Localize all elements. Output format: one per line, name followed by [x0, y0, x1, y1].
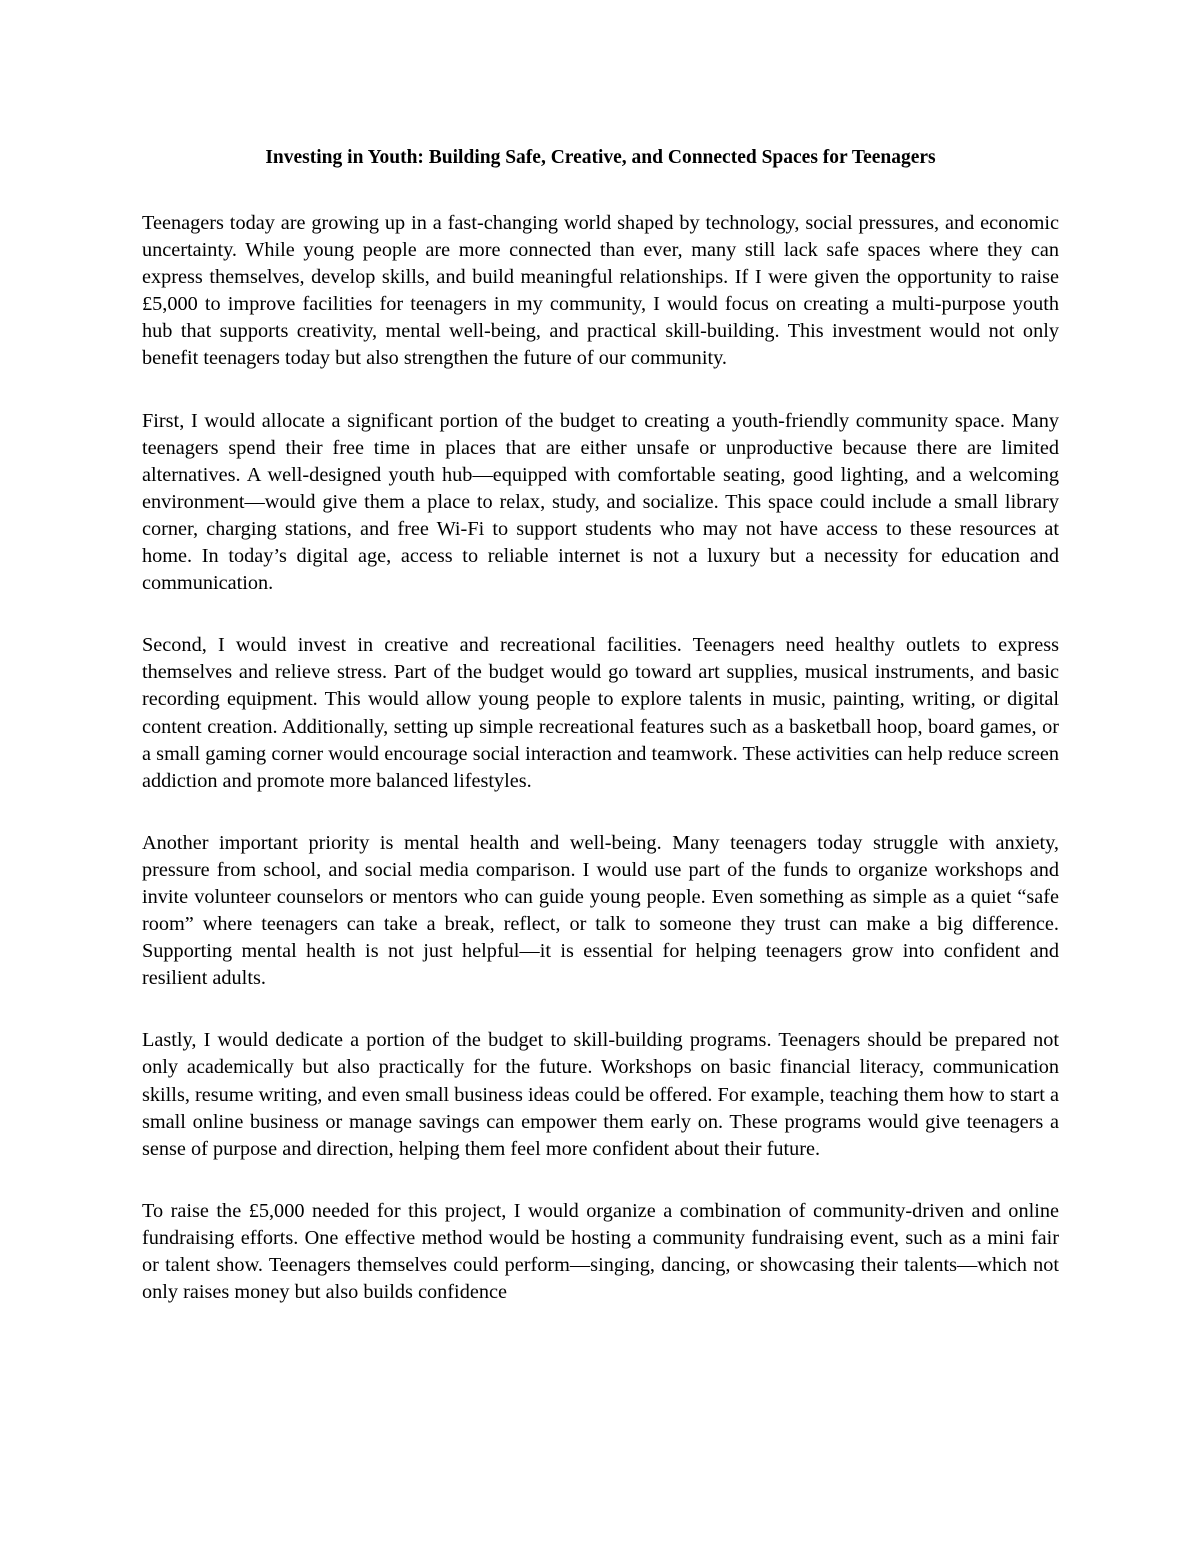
paragraph-community-space: First, I would allocate a significant portion of the budget to creating a youth-friendly community space. Many teenagers spend their free time in places that are either unsafe or unproductive because there are limited alternatives. A well-designed youth hub—equipped with comfortable seating, good lighting, and a welcoming environment—would give them a place to relax, study, and socialize. This space could include a small library corner, charging stations, and free Wi-Fi to support students who may not have access to these resources at home. In today’s digital age, access to reliable internet is not a luxury but a necessity for education and communication. [142, 409, 1059, 595]
document-title: Investing in Youth: Building Safe, Creative, and Connected Spaces for Teenagers [265, 147, 936, 168]
paragraph-fundraising: To raise the £5,000 needed for this project, I would organize a combination of community-driven and online fundraising efforts. One effective method would be hosting a community fundraising event, such as a mini fair or talent show. Teenagers themselves could perform—singing, dancing, or showcasing their talents—which not only raises money but also builds confidence [142, 1199, 1059, 1304]
paragraph-spacer [142, 992, 1059, 1027]
paragraph-spacer [142, 795, 1059, 830]
paragraph-mental-health: Another important priority is mental health and well-being. Many teenagers today struggle with anxiety, pressure from school, and social media comparison. I would use part of the funds to organize workshops and invite volunteer counselors or mentors who can guide young people. Even something as simple as a quiet “safe room” where teenagers can take a break, reflect, or talk to someone they trust can make a big difference. Supporting mental health is not just helpful—it is essential for helping teenagers grow into confident and resilient adults. [142, 831, 1059, 990]
paragraph-spacer [142, 1163, 1059, 1198]
paragraph-spacer [142, 373, 1059, 408]
paragraph-creative-facilities: Second, I would invest in creative and recreational facilities. Teenagers need healthy outlets to express themselves and relieve stress. Part of the budget would go toward art supplies, musical instruments, and basic recording equipment. This would allow young people to explore talents in music, painting, writing, or digital content creation. Additionally, setting up simple recreational features such as a basketball hoop, board games, or a small gaming corner would encourage social interaction and teamwork. These activities can help reduce screen addiction and promote more balanced lifestyles. [142, 634, 1059, 792]
title-spacer [142, 171, 1059, 210]
document-body [142, 144, 1059, 1306]
paragraph-skill-building: Lastly, I would dedicate a portion of the budget to skill-building programs. Teenagers should be prepared not only academically but also practically for the future. Workshops on basic financial literacy, communication skills, resume writing, and even small business ideas could be offered. For example, teaching them how to start a small online business or manage savings can empower them early on. These programs would give teenagers a sense of purpose and direction, helping them feel more confident about their future. [142, 1029, 1059, 1160]
paragraph-intro: Teenagers today are growing up in a fast-changing world shaped by technology, social pressures, and economic uncertainty. While young people are more connected than ever, many still lack safe spaces where they can express themselves, develop skills, and build meaningful relationships. If I were given the opportunity to raise £5,000 to improve facilities for teenagers in my community, I would focus on creating a multi-purpose youth hub that supports creativity, mental well-being, and practical skill-building. This investment would not only benefit teenagers today but also strengthen the future of our community. [142, 212, 1059, 370]
paragraph-spacer [142, 597, 1059, 632]
